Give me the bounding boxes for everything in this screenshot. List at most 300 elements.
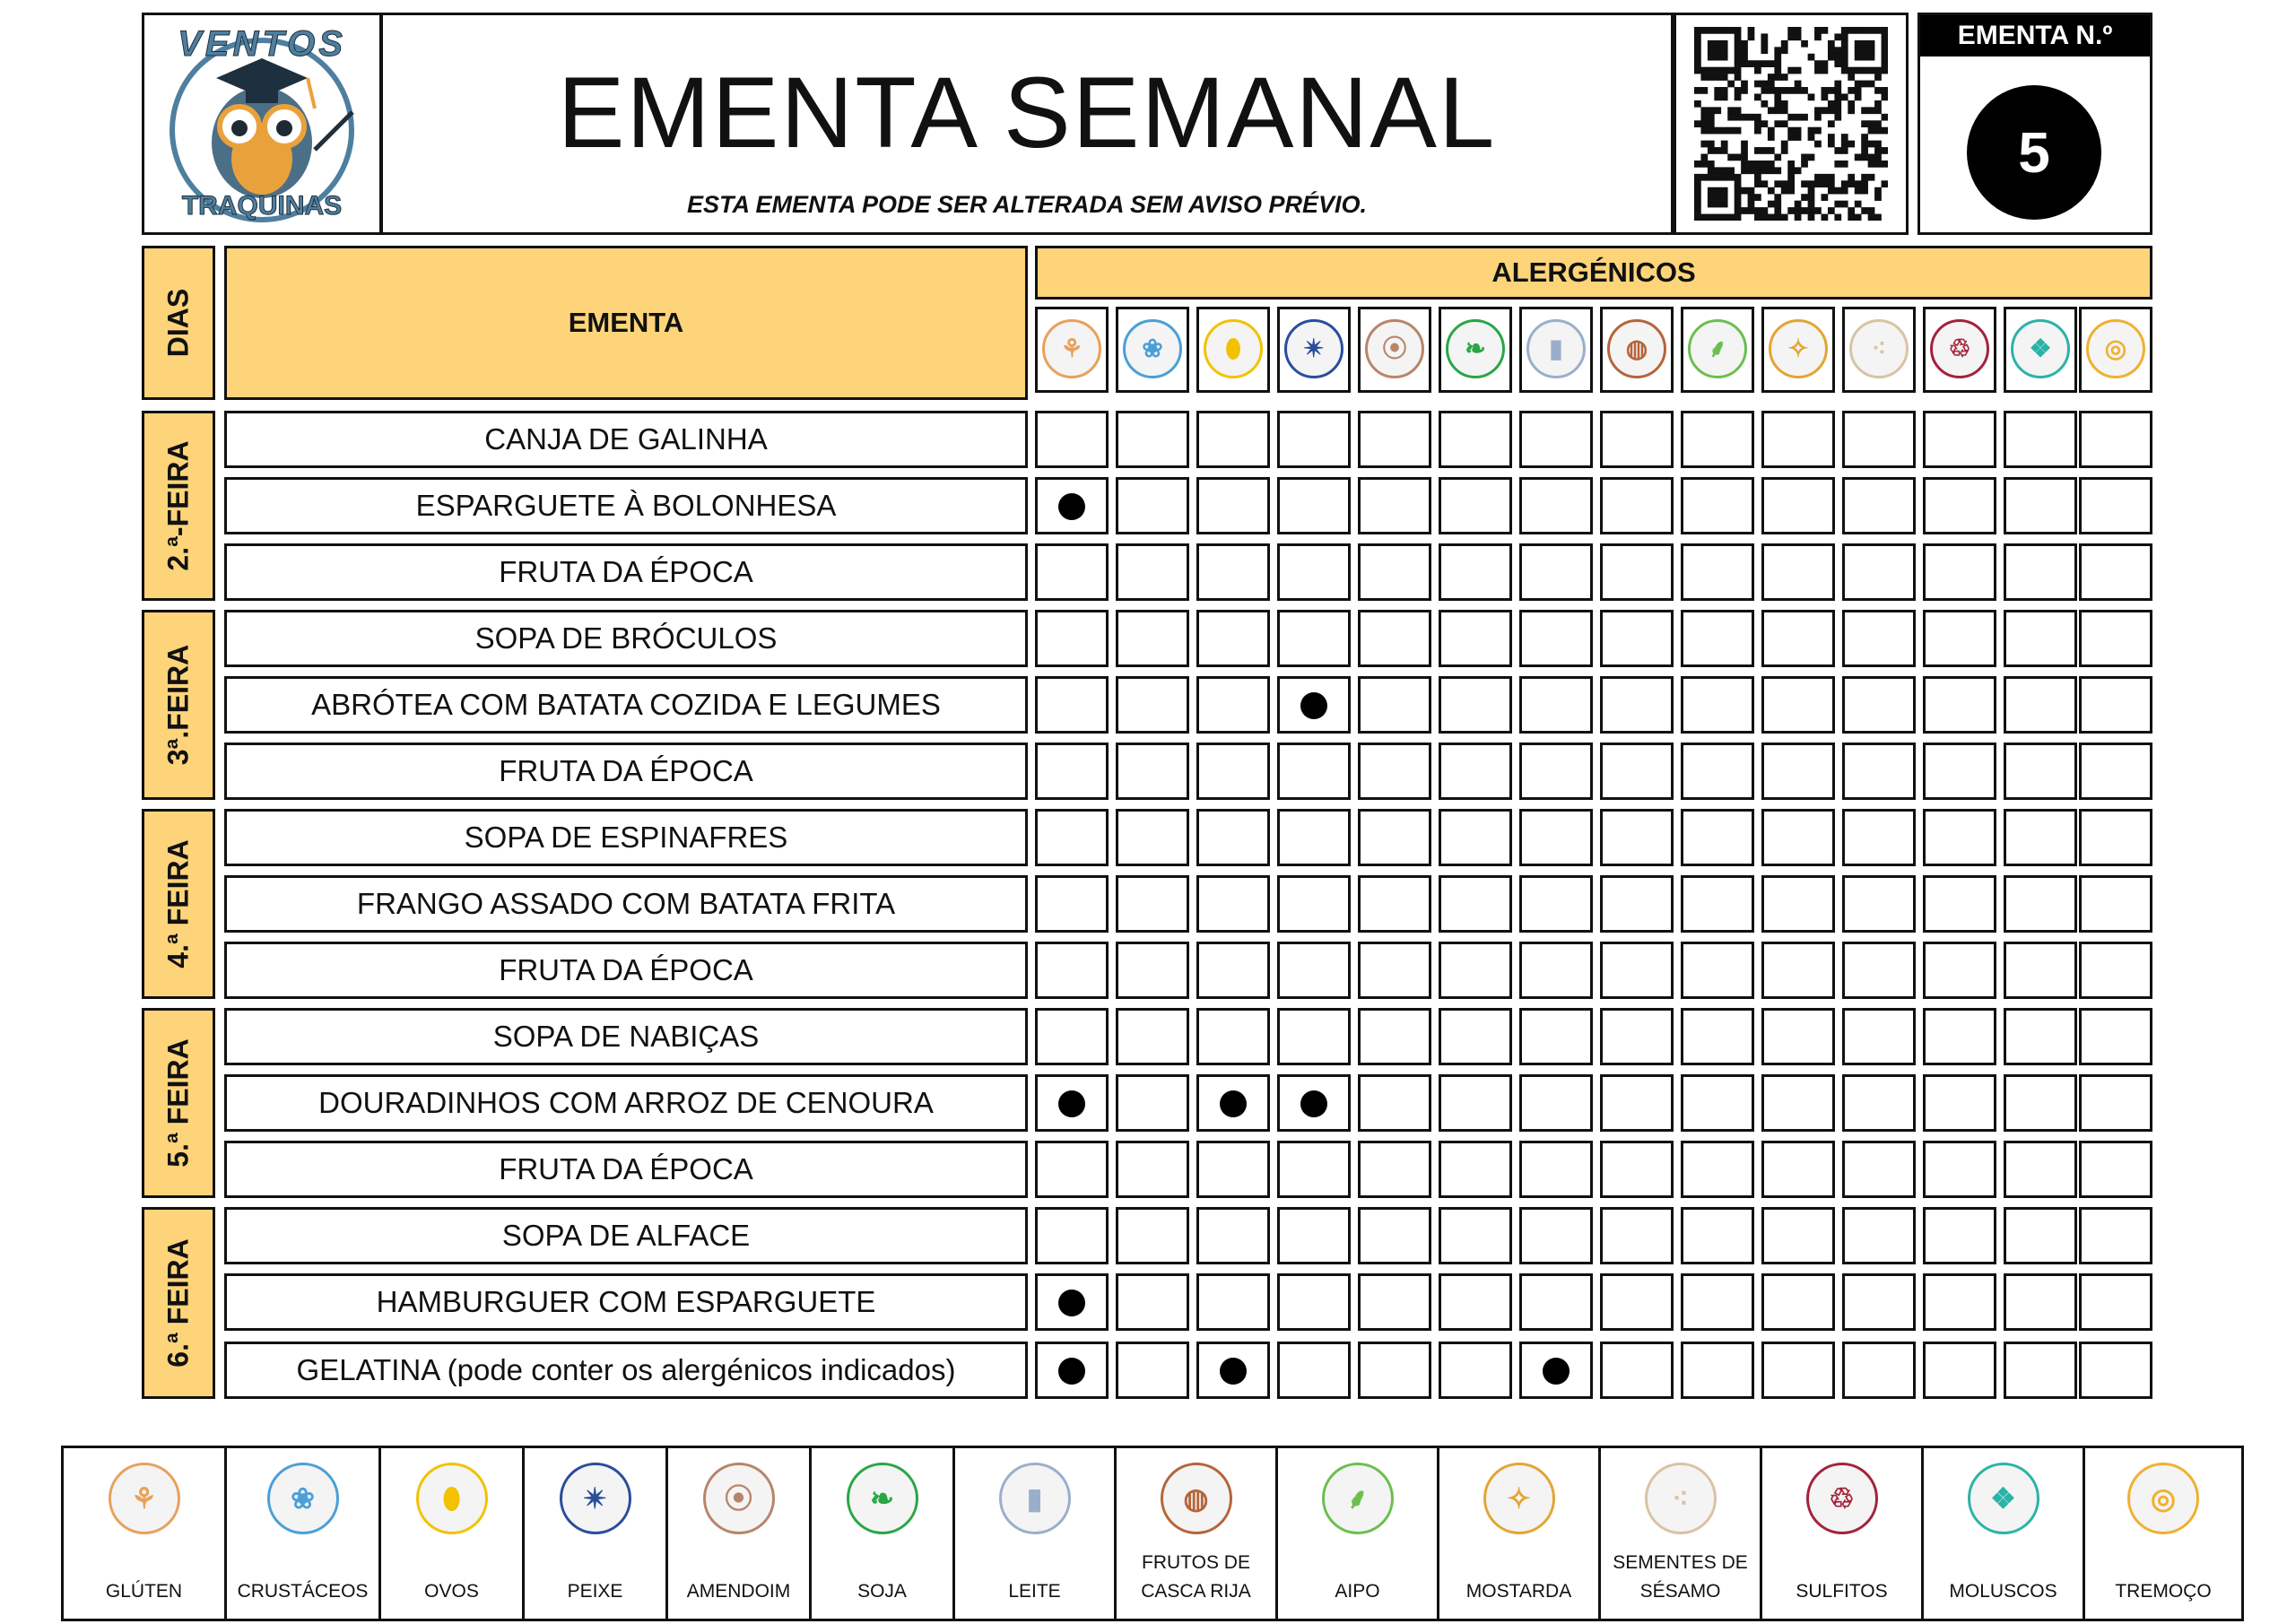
allergen-mark-cell (1035, 809, 1109, 866)
allergen-mark-cell (2079, 1207, 2152, 1264)
allergen-mark-cell (1600, 1008, 1674, 1065)
day-label-cell (142, 809, 215, 999)
allergen-mark-cell (1681, 743, 1754, 800)
allergen-mark-cell (1681, 543, 1754, 601)
allergen-mark-cell (1842, 1207, 1916, 1264)
allergen-mark-cell (1519, 809, 1593, 866)
allergen-mark-cell (1923, 1008, 1996, 1065)
page-subtitle: ESTA EMENTA PODE SER ALTERADA SEM AVISO PRÉVIO. (686, 191, 1368, 218)
allergen-header-cell (1681, 307, 1754, 393)
allergen-mark-cell (1196, 1141, 1270, 1198)
allergen-mark-cell (1600, 743, 1674, 800)
legend-item (955, 1448, 1117, 1619)
allergen-mark-cell (2079, 942, 2152, 999)
allergen-mark-cell (2004, 1008, 2077, 1065)
allergen-mark-cell (1519, 1074, 1593, 1132)
allergen-mark-cell (1196, 942, 1270, 999)
allergen-mark-cell (1439, 1074, 1512, 1132)
egg-icon: ⬮ (1204, 319, 1263, 378)
allergen-mark-cell (1277, 875, 1351, 933)
allergen-mark-cell (1519, 1207, 1593, 1264)
legend-label: MOLUSCOS (1949, 1581, 2057, 1602)
legend-label: MOSTARDA (1465, 1581, 1572, 1602)
legend-label: GLÚTEN (105, 1581, 183, 1602)
allergen-mark-cell (2004, 1074, 2077, 1132)
allergen-mark-cell (1358, 875, 1431, 933)
allergen-header-cell (1277, 307, 1351, 393)
meal-item: SOPA DE NABIÇAS (224, 1008, 1028, 1065)
allergen-mark-cell (2004, 743, 2077, 800)
meal-item: FRUTA DA ÉPOCA (224, 1141, 1028, 1198)
day-label-cell (142, 610, 215, 800)
allergen-mark-cell (1923, 809, 1996, 866)
menu-number-label: EMENTA N.º (1920, 15, 2150, 56)
allergen-mark-cell (1761, 743, 1835, 800)
day-label-cell (142, 411, 215, 601)
allergen-mark-cell (1600, 1141, 1674, 1198)
allergen-mark-cell (1842, 543, 1916, 601)
allergen-mark-cell (1519, 676, 1593, 734)
allergen-mark-cell (1116, 610, 1189, 667)
allergen-mark-cell (1761, 1008, 1835, 1065)
meal-item: FRUTA DA ÉPOCA (224, 942, 1028, 999)
peanut-icon: ⦿ (1365, 319, 1424, 378)
allergen-header-cell (1842, 307, 1916, 393)
allergen-mark-cell (1681, 809, 1754, 866)
allergen-mark-cell (2079, 1074, 2152, 1132)
allergen-mark-cell (1035, 411, 1109, 468)
fish-icon: ✴ (1284, 319, 1344, 378)
meal-item: SOPA DE ESPINAFRES (224, 809, 1028, 866)
allergen-mark-cell (1681, 411, 1754, 468)
mustard-icon: ✧ (1769, 319, 1828, 378)
menu-header-label: EMENTA (568, 307, 684, 338)
allergen-mark-cell (1277, 1008, 1351, 1065)
allergen-mark-cell (1681, 942, 1754, 999)
soy-icon: ❧ (1446, 319, 1505, 378)
page-title: EMENTA SEMANAL (557, 56, 1497, 169)
allergen-mark-cell (1681, 610, 1754, 667)
allergen-mark-cell (1196, 743, 1270, 800)
allergen-mark-cell (2079, 411, 2152, 468)
legend-item (1601, 1448, 1762, 1619)
allergen-mark-cell (1519, 743, 1593, 800)
allergen-mark-cell (1842, 875, 1916, 933)
allergen-mark-cell (1116, 743, 1189, 800)
allergen-present-dot (1220, 1090, 1247, 1117)
allergen-mark-cell (1681, 1074, 1754, 1132)
allergen-mark-cell (1519, 1141, 1593, 1198)
allergen-mark-cell (1600, 610, 1674, 667)
allergen-mark-cell (1923, 1207, 1996, 1264)
allergen-mark-cell (1923, 1074, 1996, 1132)
allergen-mark-cell (1439, 875, 1512, 933)
allergen-mark-cell (1196, 1207, 1270, 1264)
allergen-mark-cell (1196, 1273, 1270, 1331)
allergen-present-dot (1300, 692, 1327, 719)
allergen-mark-cell (1519, 543, 1593, 601)
allergen-mark-cell (1116, 1207, 1189, 1264)
menu-number: 5 (1967, 85, 2101, 220)
allergen-mark-cell (1761, 610, 1835, 667)
allergen-mark-cell (1923, 543, 1996, 601)
allergen-mark-cell (1035, 1008, 1109, 1065)
allergen-mark-cell (1600, 411, 1674, 468)
allergen-mark-cell (1923, 610, 1996, 667)
allergen-mark-cell (1681, 477, 1754, 534)
allergen-mark-cell (1439, 1342, 1512, 1399)
allergen-mark-cell (1116, 942, 1189, 999)
days-header-label: DIAS (161, 288, 195, 358)
allergen-mark-cell (1358, 411, 1431, 468)
milk-icon: ▮ (999, 1463, 1071, 1534)
allergen-mark-cell (1035, 1141, 1109, 1198)
allergen-mark-cell (1519, 1273, 1593, 1331)
allergen-mark-cell (1196, 875, 1270, 933)
nut-icon: ◍ (1161, 1463, 1232, 1534)
allergen-mark-cell (1519, 942, 1593, 999)
allergen-mark-cell (1035, 610, 1109, 667)
meal-item: HAMBURGUER COM ESPARGUETE (224, 1273, 1028, 1331)
sesame-icon: ⁖ (1849, 319, 1909, 378)
allergen-mark-cell (1358, 1141, 1431, 1198)
allergen-mark-cell (1923, 477, 1996, 534)
allergen-mark-cell (1358, 1008, 1431, 1065)
allergen-mark-cell (1277, 477, 1351, 534)
legend-label: SEMENTES DE SÉSAMO (1613, 1552, 1748, 1602)
allergen-mark-cell (1439, 676, 1512, 734)
allergen-mark-cell (1196, 809, 1270, 866)
milk-icon: ▮ (1526, 319, 1586, 378)
allergen-mark-cell (1439, 942, 1512, 999)
crab-icon: ❀ (1123, 319, 1182, 378)
allergen-mark-cell (1277, 942, 1351, 999)
allergen-mark-cell (1923, 743, 1996, 800)
allergen-mark-cell (1277, 1342, 1351, 1399)
allergen-mark-cell (1277, 743, 1351, 800)
allergen-mark-cell (1842, 610, 1916, 667)
allergen-mark-cell (2079, 676, 2152, 734)
allergen-mark-cell (1761, 1342, 1835, 1399)
allergen-header-cell (1358, 307, 1431, 393)
allergen-mark-cell (1196, 411, 1270, 468)
allergen-mark-cell (1519, 411, 1593, 468)
allergens-header-label: ALERGÉNICOS (1491, 256, 1696, 288)
allergen-mark-cell (1196, 610, 1270, 667)
legend-item (381, 1448, 525, 1619)
day-label: 4.ª FEIRA (161, 839, 195, 968)
fish-icon: ✴ (560, 1463, 631, 1534)
day-label: 3ª.FEIRA (161, 644, 195, 766)
wheat-icon: ⚘ (109, 1463, 180, 1534)
allergen-mark-cell (2004, 610, 2077, 667)
allergen-present-dot (1300, 1090, 1327, 1117)
allergen-mark-cell (1035, 1074, 1109, 1132)
allergen-mark-cell (1277, 1207, 1351, 1264)
allergen-mark-cell (1196, 477, 1270, 534)
allergen-mark-cell (1923, 1141, 1996, 1198)
allergen-mark-cell (1035, 1342, 1109, 1399)
allergen-mark-cell (1035, 942, 1109, 999)
allergen-mark-cell (1116, 411, 1189, 468)
peanut-icon: ⦿ (703, 1463, 775, 1534)
allergen-mark-cell (1277, 1273, 1351, 1331)
allergen-mark-cell (1439, 1008, 1512, 1065)
legend-item (1762, 1448, 1924, 1619)
allergen-mark-cell (1035, 743, 1109, 800)
legend-item (227, 1448, 381, 1619)
allergen-mark-cell (1035, 875, 1109, 933)
allergen-present-dot (1220, 1358, 1247, 1385)
shell-icon: ❖ (1968, 1463, 2039, 1534)
allergen-mark-cell (1519, 1008, 1593, 1065)
legend-label: TREMOÇO (2115, 1581, 2212, 1602)
allergen-mark-cell (2004, 411, 2077, 468)
day-label: 6.ª FEIRA (161, 1238, 195, 1368)
allergen-mark-cell (1761, 477, 1835, 534)
allergen-mark-cell (1439, 543, 1512, 601)
allergen-mark-cell (1681, 1342, 1754, 1399)
allergen-mark-cell (1519, 610, 1593, 667)
allergen-mark-cell (1681, 676, 1754, 734)
allergen-mark-cell (1439, 1207, 1512, 1264)
allergen-mark-cell (2004, 942, 2077, 999)
allergen-mark-cell (1035, 543, 1109, 601)
legend-item (1924, 1448, 2085, 1619)
meal-item: ABRÓTEA COM BATATA COZIDA E LEGUMES (224, 676, 1028, 734)
allergen-mark-cell (1600, 809, 1674, 866)
allergen-mark-cell (1116, 477, 1189, 534)
allergen-mark-cell (1116, 676, 1189, 734)
allergen-mark-cell (1519, 875, 1593, 933)
allergen-mark-cell (1116, 1342, 1189, 1399)
allergen-header-cell (1439, 307, 1512, 393)
meal-item: FRUTA DA ÉPOCA (224, 543, 1028, 601)
meal-item: GELATINA (pode conter os alergénicos indicados) (224, 1342, 1028, 1399)
allergen-mark-cell (1277, 676, 1351, 734)
wine-icon: ♲ (1930, 319, 1989, 378)
allergen-mark-cell (1842, 942, 1916, 999)
allergen-mark-cell (2079, 543, 2152, 601)
allergen-mark-cell (1358, 610, 1431, 667)
allergen-present-dot (1543, 1358, 1570, 1385)
title-panel (380, 13, 1674, 235)
allergen-mark-cell (1116, 1008, 1189, 1065)
allergen-mark-cell (1600, 1207, 1674, 1264)
allergen-mark-cell (1439, 610, 1512, 667)
allergen-mark-cell (1358, 676, 1431, 734)
logo-bottom-text: TRAQUINAS (181, 191, 343, 221)
days-column-header (142, 246, 215, 400)
allergen-mark-cell (1358, 942, 1431, 999)
soy-icon: ❧ (847, 1463, 918, 1534)
allergen-mark-cell (1923, 676, 1996, 734)
allergen-mark-cell (1358, 543, 1431, 601)
allergen-legend (61, 1446, 2244, 1621)
allergen-mark-cell (1761, 1273, 1835, 1331)
allergen-mark-cell (1196, 1074, 1270, 1132)
allergen-mark-cell (1358, 1207, 1431, 1264)
allergen-mark-cell (1761, 875, 1835, 933)
allergen-header-cell (1761, 307, 1835, 393)
allergen-mark-cell (1761, 809, 1835, 866)
sesame-icon: ⁖ (1645, 1463, 1717, 1534)
allergen-header-cell (2079, 307, 2152, 393)
meal-item: FRUTA DA ÉPOCA (224, 743, 1028, 800)
legend-item (525, 1448, 668, 1619)
legend-label: SOJA (857, 1581, 907, 1602)
allergen-mark-cell (2079, 477, 2152, 534)
allergen-mark-cell (2079, 1342, 2152, 1399)
meal-item: SOPA DE ALFACE (224, 1207, 1028, 1264)
allergens-column-header (1035, 246, 2152, 300)
legend-label: OVOS (424, 1581, 479, 1602)
allergen-mark-cell (1681, 1207, 1754, 1264)
allergen-header-cell (1035, 307, 1109, 393)
legend-label: CRUSTÁCEOS (237, 1581, 369, 1602)
allergen-mark-cell (2004, 1207, 2077, 1264)
day-label-cell (142, 1207, 215, 1399)
legend-label: AIPO (1335, 1581, 1380, 1602)
allergen-mark-cell (1923, 875, 1996, 933)
crab-icon: ❀ (267, 1463, 339, 1534)
celery-icon: ⸙ (1322, 1463, 1394, 1534)
allergen-mark-cell (1277, 1074, 1351, 1132)
allergen-mark-cell (1439, 477, 1512, 534)
meal-item: FRANGO ASSADO COM BATATA FRITA (224, 875, 1028, 933)
allergen-mark-cell (1116, 1273, 1189, 1331)
allergen-mark-cell (1600, 1074, 1674, 1132)
allergen-mark-cell (1842, 1342, 1916, 1399)
allergen-mark-cell (2079, 1273, 2152, 1331)
allergen-mark-cell (1358, 1074, 1431, 1132)
menu-column-header (224, 246, 1028, 400)
allergen-mark-cell (1116, 1141, 1189, 1198)
allergen-mark-cell (1116, 875, 1189, 933)
allergen-present-dot (1058, 1290, 1085, 1316)
allergen-mark-cell (1196, 1342, 1270, 1399)
qr-code-icon (1694, 27, 1888, 221)
allergen-mark-cell (1358, 1342, 1431, 1399)
allergen-mark-cell (1842, 1074, 1916, 1132)
allergen-mark-cell (1277, 809, 1351, 866)
allergen-mark-cell (1600, 1273, 1674, 1331)
allergen-mark-cell (1842, 743, 1916, 800)
day-label: 5.ª FEIRA (161, 1038, 195, 1168)
allergen-mark-cell (1358, 477, 1431, 534)
celery-icon: ⸙ (1688, 319, 1747, 378)
allergen-mark-cell (1842, 676, 1916, 734)
allergen-mark-cell (1358, 809, 1431, 866)
legend-label: LEITE (1008, 1581, 1061, 1602)
wine-icon: ♲ (1806, 1463, 1878, 1534)
allergen-header-cell (1519, 307, 1593, 393)
allergen-mark-cell (1116, 1074, 1189, 1132)
allergen-mark-cell (1923, 411, 1996, 468)
allergen-header-cell (2004, 307, 2077, 393)
allergen-mark-cell (1035, 1207, 1109, 1264)
allergen-mark-cell (2004, 1141, 2077, 1198)
allergen-mark-cell (1439, 1141, 1512, 1198)
legend-item (1117, 1448, 1278, 1619)
allergen-mark-cell (1842, 1008, 1916, 1065)
lupin-icon: ◎ (2127, 1463, 2199, 1534)
allergen-mark-cell (1358, 1273, 1431, 1331)
allergen-mark-cell (1277, 411, 1351, 468)
legend-item (64, 1448, 227, 1619)
allergen-mark-cell (1600, 875, 1674, 933)
allergen-mark-cell (1923, 1273, 1996, 1331)
allergen-mark-cell (1035, 676, 1109, 734)
meal-item: DOURADINHOS COM ARROZ DE CENOURA (224, 1074, 1028, 1132)
allergen-mark-cell (1196, 676, 1270, 734)
meal-item: CANJA DE GALINHA (224, 411, 1028, 468)
allergen-mark-cell (2004, 543, 2077, 601)
legend-item (2085, 1448, 2241, 1619)
allergen-mark-cell (1842, 411, 1916, 468)
allergen-present-dot (1058, 1358, 1085, 1385)
allergen-mark-cell (1681, 1141, 1754, 1198)
allergen-mark-cell (1116, 543, 1189, 601)
legend-label: SULFITOS (1796, 1581, 1888, 1602)
allergen-mark-cell (1035, 477, 1109, 534)
allergen-mark-cell (1681, 1273, 1754, 1331)
allergen-mark-cell (2079, 809, 2152, 866)
egg-icon: ⬮ (416, 1463, 488, 1534)
mustard-icon: ✧ (1483, 1463, 1555, 1534)
allergen-present-dot (1058, 493, 1085, 520)
allergen-mark-cell (1761, 1074, 1835, 1132)
legend-item (812, 1448, 955, 1619)
legend-label: AMENDOIM (686, 1581, 791, 1602)
allergen-header-cell (1600, 307, 1674, 393)
day-label: 2.ª-FEIRA (161, 440, 195, 571)
allergen-mark-cell (1923, 1342, 1996, 1399)
qr-code[interactable] (1674, 13, 1909, 235)
meal-item: ESPARGUETE À BOLONHESA (224, 477, 1028, 534)
allergen-mark-cell (1761, 411, 1835, 468)
allergen-mark-cell (1600, 477, 1674, 534)
allergen-mark-cell (2004, 477, 2077, 534)
wheat-icon: ⚘ (1042, 319, 1101, 378)
allergen-mark-cell (2004, 1273, 2077, 1331)
allergen-mark-cell (1439, 1273, 1512, 1331)
allergen-mark-cell (1923, 942, 1996, 999)
legend-label: PEIXE (567, 1581, 623, 1602)
allergen-mark-cell (2079, 743, 2152, 800)
allergen-mark-cell (1600, 543, 1674, 601)
allergen-mark-cell (2004, 1342, 2077, 1399)
allergen-header-cell (1116, 307, 1189, 393)
allergen-mark-cell (1761, 543, 1835, 601)
allergen-mark-cell (2079, 1141, 2152, 1198)
lupin-icon: ◎ (2086, 319, 2145, 378)
allergen-mark-cell (1439, 743, 1512, 800)
allergen-mark-cell (1761, 1141, 1835, 1198)
allergen-mark-cell (1600, 942, 1674, 999)
allergen-mark-cell (1196, 1008, 1270, 1065)
school-logo (142, 13, 382, 235)
allergen-mark-cell (1439, 809, 1512, 866)
allergen-mark-cell (1035, 1273, 1109, 1331)
allergen-mark-cell (1600, 676, 1674, 734)
allergen-mark-cell (1842, 477, 1916, 534)
allergen-mark-cell (1277, 543, 1351, 601)
allergen-mark-cell (1842, 1141, 1916, 1198)
allergen-mark-cell (1358, 743, 1431, 800)
allergen-mark-cell (2004, 875, 2077, 933)
allergen-header-cell (1923, 307, 1996, 393)
